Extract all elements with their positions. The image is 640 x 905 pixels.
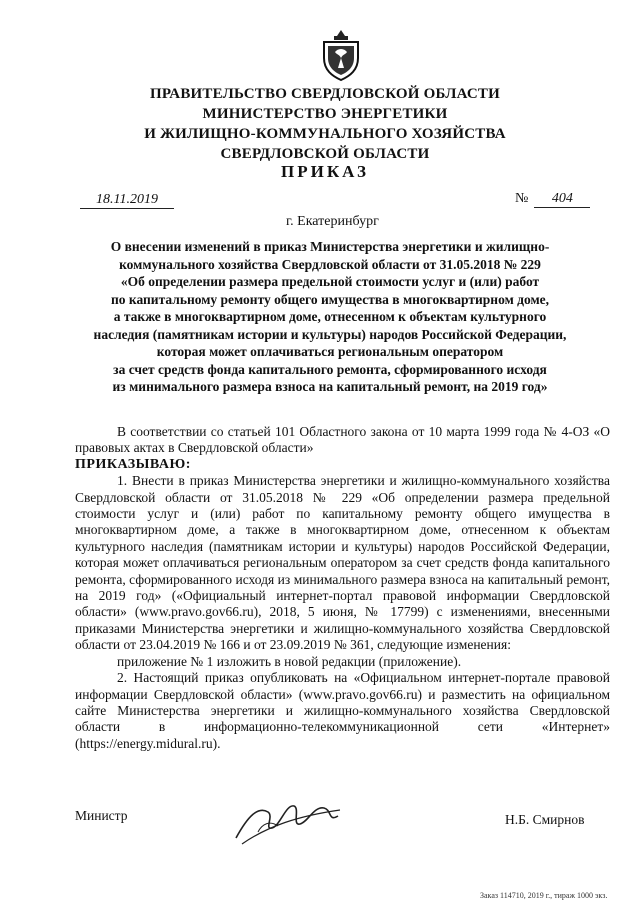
- subject-line: наследия (памятникам истории и культуры) народов Российской Федерации,: [93, 326, 567, 342]
- order-body: [75, 424, 610, 752]
- order-number: 404: [534, 191, 590, 208]
- subject-line: коммунального хозяйства Свердловской области от 31.05.2018 № 229: [119, 256, 541, 272]
- signer-name: Н.Б. Смирнов: [505, 812, 585, 827]
- subject-line: по капитальному ремонту общего имущества в многоквартирном доме,: [110, 291, 550, 307]
- handwritten-signature: [228, 786, 348, 856]
- city: г. Екатеринбург: [286, 214, 379, 229]
- header-line-2: МИНИСТЕРСТВО ЭНЕРГЕТИКИ: [202, 106, 448, 122]
- header-line-3: И ЖИЛИЩНО-КОММУНАЛЬНОГО ХОЗЯЙСТВА: [144, 126, 506, 142]
- subject-line: «Об определении размера предельной стоимости услуг и (или) работ: [120, 274, 540, 289]
- ministry-header: [100, 84, 550, 164]
- subject-line: О внесении изменений в приказ Министерства энергетики и жилищно-: [110, 239, 550, 254]
- preamble: В соответствии со статьей 101 Областного закона от 10 марта 1999 года № 4-ОЗ «О правовых актах в Свердловской области»: [75, 424, 610, 456]
- subject-line: за счет средств фонда капитального ремонта, сформированного исходя: [113, 361, 547, 377]
- item-1-change: приложение № 1 изложить в новой редакции (приложение).: [117, 653, 462, 669]
- item-1: 1. Внести в приказ Министерства энергетики и жилищно-коммунального хозяйства Свердловской области от 31.05.2018 № 229 «Об определении размера предельной стоимости услуг и (или) работ по капитальному ремонту общего имущества в многоквартирном доме, а также в многоквартирном доме, отнесенном к объектам культурного наследия (памятникам истории и культуры) народов Российской Федерации, которая может оплачиваться региональным оператором за счет средств фонда капитального ремонта, сформированного исходя из минимального размера взноса на капитальный ремонт, на 2019 год» («Официальный интернет-портал правовой информации Свердловской области» (www.pravo.gov66.ru), 2018, 5 июня, № 17799) с изменениями, внесенными приказами Министерства энергетики и жилищно-коммунального хозяйства Свердловской области от 23.04.2019 № 166 и от 23.09.2019 № 361, следующие изменения:: [75, 473, 610, 653]
- order-date: 18.11.2019: [80, 192, 174, 209]
- header-line-4: СВЕРДЛОВСКОЙ ОБЛАСТИ: [220, 146, 430, 162]
- coat-of-arms-icon: [318, 28, 364, 82]
- subject-line: которая может оплачиваться региональным оператором: [156, 344, 504, 359]
- order-number-block: [515, 191, 590, 208]
- subject-line: из минимального размера взноса на капитальный ремонт, на 2019 год»: [112, 379, 548, 394]
- order-subject: [70, 238, 590, 396]
- header-line-1: ПРАВИТЕЛЬСТВО СВЕРДЛОВСКОЙ ОБЛАСТИ: [150, 86, 500, 102]
- subject-line: а также в многоквартирном доме, отнесенном к объектам культурного: [113, 309, 547, 324]
- order-word: ПРИКАЗЫВАЮ:: [75, 456, 191, 472]
- number-label: №: [515, 191, 529, 206]
- document-title: ПРИКАЗ: [281, 162, 369, 181]
- signer-role: Министр: [75, 808, 128, 823]
- print-footer: Заказ 114710, 2019 г., тираж 1000 экз.: [480, 891, 608, 900]
- item-2: 2. Настоящий приказ опубликовать на «Официальном интернет-портале правовой информации Свердловской области» (www.pravo.gov66.ru) и разместить на официальном сайте Министерства энергетики и жилищно-коммунального хозяйства Свердловской области в информационно-телекоммуникационной сети «Интернет» (https://energy.midural.ru).: [75, 670, 610, 751]
